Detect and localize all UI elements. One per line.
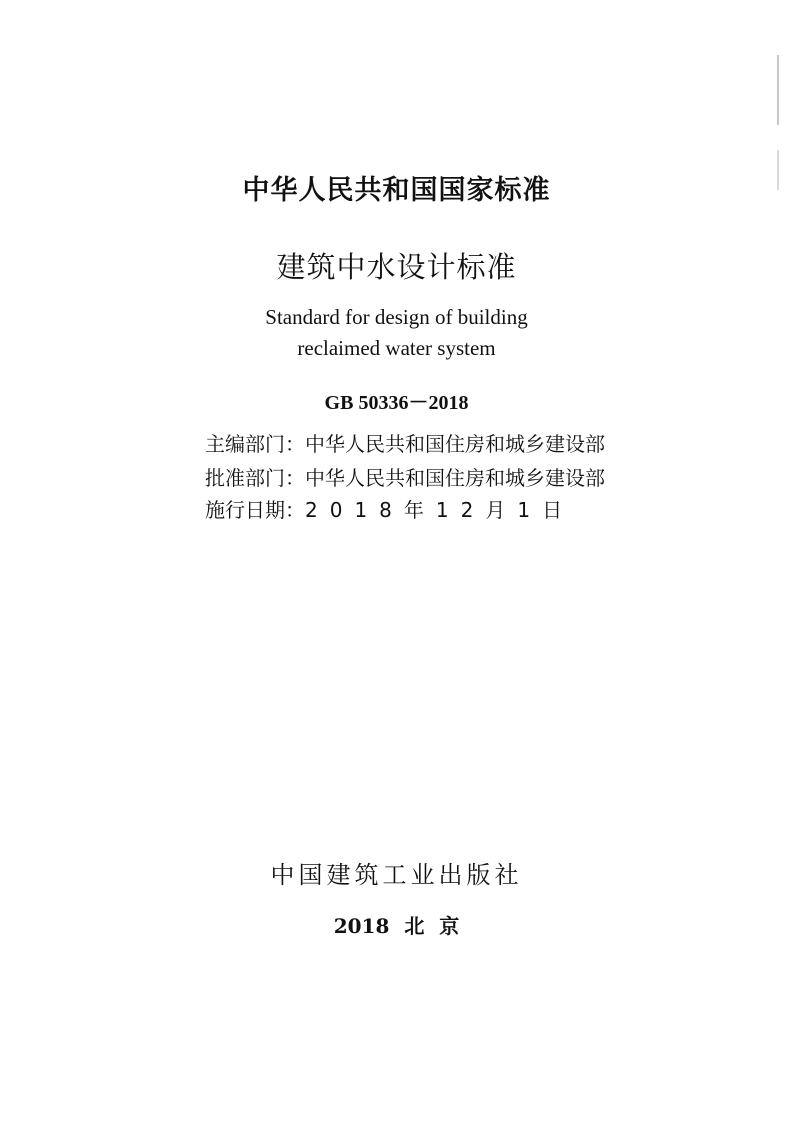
effective-date-row [205,494,625,523]
editor-department-value: 中华人民共和国住房和城乡建设部 [305,432,605,456]
document-title-chinese: 建筑中水设计标准 [276,250,517,284]
approver-department-value: 中华人民共和国住房和城乡建设部 [305,466,605,490]
standard-code: GB 50336－2018 [324,392,469,414]
publisher-name: 中国建筑工业出版社 [270,861,523,889]
document-title-english-line2: reclaimed water system [297,336,496,360]
approver-department-label: 批准部门： [205,466,305,490]
series-title: 中华人民共和国国家标准 [242,175,551,206]
publication-year-place: 2018 北 京 [333,914,460,938]
document-title-english-line1: Standard for design of building [265,305,528,329]
effective-date-value: 2018年12月1日 [305,498,575,522]
editor-department-label: 主编部门： [205,432,305,456]
approver-department-row [205,462,625,491]
editor-department-row [205,428,625,457]
effective-date-label: 施行日期： [205,498,305,522]
scan-edge-mark [777,55,779,125]
